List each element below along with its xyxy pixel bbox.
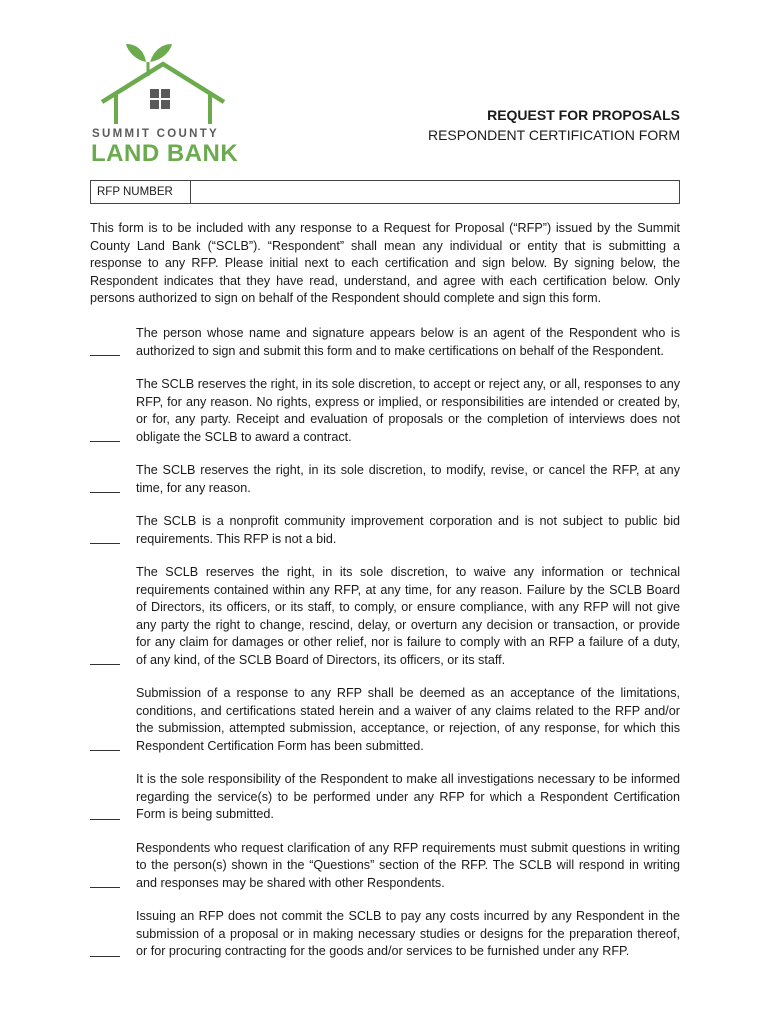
rfp-number-input[interactable]: [191, 181, 679, 203]
initial-line[interactable]: [90, 491, 120, 493]
initial-line[interactable]: [90, 886, 120, 888]
certification-text: The SCLB reserves the right, in its sole discretion, to accept or reject any, or all, responses to any RFP, for any reason. No rights, express or implied, or responsibilities are intended or created by, or for, any party. Receipt and evaluation of proposals or the completion of interviews does not obligate the SCLB to award a contract.: [136, 377, 680, 444]
rfp-number-label: RFP NUMBER: [91, 181, 191, 203]
page-title: REQUEST FOR PROPOSALS: [487, 107, 680, 123]
certification-item: [90, 513, 680, 548]
certification-text: The person whose name and signature appears below is an agent of the Respondent who is authorized to sign and submit this form and to make certifications on behalf of the Respondent.: [136, 326, 680, 358]
initial-line[interactable]: [90, 440, 120, 442]
logo-text-land-bank: LAND BANK: [91, 140, 239, 167]
certification-item: [90, 908, 680, 961]
certification-item: [90, 376, 680, 446]
certification-text: It is the sole responsibility of the Respondent to make all investigations necessary to be informed regarding the service(s) to be performed under any RFP for which a Respondent Certification Form is being submitted.: [136, 772, 680, 821]
initial-line[interactable]: [90, 663, 120, 665]
certification-text: Issuing an RFP does not commit the SCLB to pay any costs incurred by any Respondent in the submission of a proposal or in making necessary studies or designs for the preparation thereof, or for procuring contracting for the goods and/or services to be furnished under any RFP.: [136, 909, 680, 958]
initial-line[interactable]: [90, 354, 120, 356]
certification-list: [90, 325, 680, 977]
page-subtitle: RESPONDENT CERTIFICATION FORM: [427, 127, 680, 143]
initial-line[interactable]: [90, 955, 120, 957]
certification-text: Respondents who request clarification of any RFP requirements must submit questions in writing to the person(s) shown in the “Questions” section of the RFP. The SCLB will respond in writing and responses may be shared with other Respondents.: [136, 840, 680, 890]
intro-paragraph: This form is to be included with any response to a Request for Proposal (“RFP”) issued by the Summit County Land Bank (“SCLB”). “Respondent” shall mean any individual or entity that is submitting a response to any RFP. Please initial next to each certification and sign below. By signing below, the Respondent indicates that they have read, understand, and agree with each certification below. Only persons authorized to sign on behalf of the Respondent should complete and sign this form.: [90, 221, 680, 305]
logo-text-summit-county: SUMMIT COUNTY: [92, 128, 220, 140]
certification-item: [90, 462, 680, 497]
certification-text: The SCLB is a nonprofit community improvement corporation and is not subject to public bid requirements. This RFP is not a bid.: [136, 514, 680, 546]
certification-text: Submission of a response to any RFP shall be deemed as an acceptance of the limitations, conditions, and certifications stated herein and a waiver of any claims related to the RFP and/or the submission, attempted submission, acceptance, or rejection, of any response, for which this Respondent Certification Form has been submitted.: [136, 686, 680, 753]
summit-county-land-bank-logo: [88, 40, 238, 170]
certification-item: [90, 685, 680, 755]
house-sprout-icon: [88, 40, 238, 130]
certification-text: The SCLB reserves the right, in its sole discretion, to modify, revise, or cancel the RFP, at any time, for any reason.: [136, 463, 680, 495]
rfp-number-field: [90, 180, 680, 204]
certification-item: [90, 771, 680, 824]
title-block: [428, 105, 680, 145]
certification-item: [90, 564, 680, 669]
certification-item: [90, 840, 680, 893]
certification-text: The SCLB reserves the right, in its sole discretion, to waive any information or technical requirements contained within any RFP, at any time, for any reason. Failure by the SCLB Board of Directors, its officers, or its staff, to comply, or ensure compliance, with any RFP will not give any party the right to change, rescind, delay, or overturn any decision or transaction, or provide for any claim for damages or other relief, nor is failure to comply with an RFP a failure of a duty, of any kind, of the SCLB Board of Directors, its officers, or its staff.: [136, 565, 680, 667]
certification-item: [90, 325, 680, 360]
initial-line[interactable]: [90, 749, 120, 751]
initial-line[interactable]: [90, 542, 120, 544]
initial-line[interactable]: [90, 818, 120, 820]
